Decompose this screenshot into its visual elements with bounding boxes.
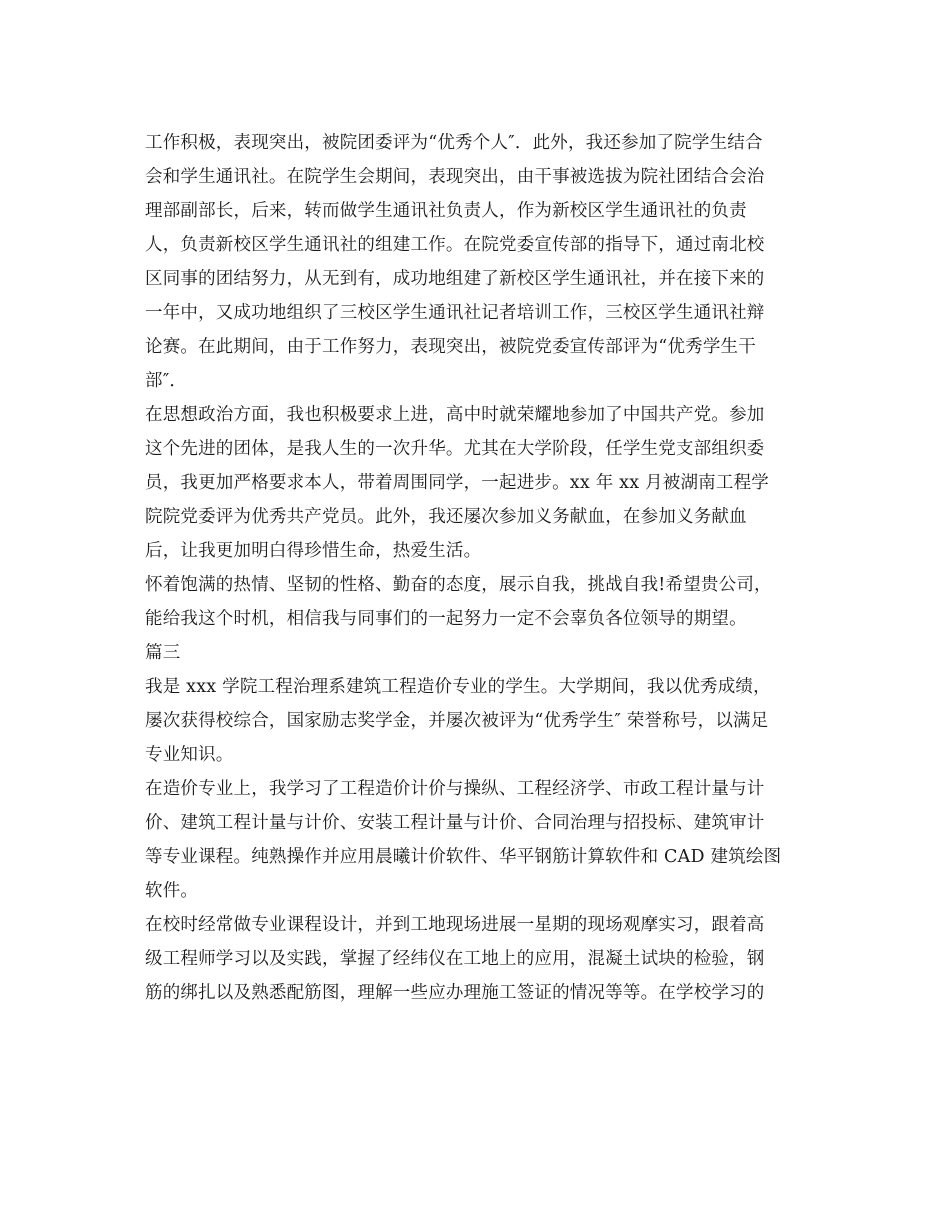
text-line: 区同事的团结努力，从无到有，成功地组建了新校区学生通讯社，并在接下来的 <box>145 269 765 289</box>
text-line: 在思想政治方面，我也积极要求上进，高中时就荣耀地参加了中国共产党。参加 <box>145 405 765 425</box>
text-line: 一年中，又成功地组织了三校区学生通讯社记者培训工作，三校区学生通讯社辩 <box>145 303 765 323</box>
text-line: 在造价专业上，我学习了工程造价计价与操纵、工程经济学、市政工程计量与计 <box>145 779 765 799</box>
text-line: 怀着饱满的热情、坚韧的性格、勤奋的态度，展示自我，挑战自我!希望贵公司， <box>145 575 772 595</box>
text-line: 员，我更加严格要求本人，带着周围同学，一起进步。xx 年 xx 月被湖南工程学 <box>145 473 769 493</box>
section-heading: 篇三 <box>145 643 181 663</box>
text-line: 论赛。在此期间，由于工作努力，表现突出，被院党委宣传部评为“优秀学生干 <box>145 337 756 357</box>
text-line: 部″． <box>145 371 188 391</box>
text-line: 人，负责新校区学生通讯社的组建工作。在院党委宣传部的指导下，通过南北校 <box>145 235 765 255</box>
text-line: 软件。 <box>145 881 199 901</box>
text-line: 这个先进的团体，是我人生的一次升华。尤其在大学阶段，任学生党支部组织委 <box>145 439 765 459</box>
text-line: 筋的绑扎以及熟悉配筋图，理解一些应办理施工签证的情况等等。在学校学习的 <box>145 983 765 1003</box>
text-line: 能给我这个时机，相信我与同事们的一起努力一定不会辜负各位领导的期望。 <box>145 609 747 629</box>
text-line: 级工程师学习以及实践，掌握了经纬仪在工地上的应用，混凝土试块的检验，钢 <box>145 949 765 969</box>
text-line: 在校时经常做专业课程设计，并到工地现场进展一星期的现场观摩实习，跟着高 <box>145 915 765 935</box>
text-line: 工作积极，表现突出，被院团委评为“优秀个人″．此外，我还参加了院学生结合 <box>145 133 763 153</box>
text-line: 理部副部长，后来，转而做学生通讯社负责人，作为新校区学生通讯社的负责 <box>145 201 747 221</box>
text-line: 院院党委评为优秀共产党员。此外，我还屡次参加义务献血，在参加义务献血 <box>145 507 747 527</box>
text-line: 屡次获得校综合，国家励志奖学金，并屡次被评为“优秀学生″ 荣誉称号，以满足 <box>145 711 769 731</box>
text-line: 会和学生通讯社。在院学生会期间，表现突出，由干事被选拔为院社团结合会治 <box>145 167 765 187</box>
text-line: 后，让我更加明白得珍惜生命，热爱生活。 <box>145 541 482 561</box>
text-line: 等专业课程。纯熟操作并应用晨曦计价软件、华平钢筋计算软件和 CAD 建筑绘图 <box>145 847 782 867</box>
document-body <box>145 126 810 1010</box>
text-line: 价、建筑工程计量与计价、安装工程计量与计价、合同治理与招投标、建筑审计 <box>145 813 765 833</box>
text-line: 专业知识。 <box>145 745 234 765</box>
text-line: 我是 xxx 学院工程治理系建筑工程造价专业的学生。大学期间，我以优秀成绩， <box>145 677 771 697</box>
